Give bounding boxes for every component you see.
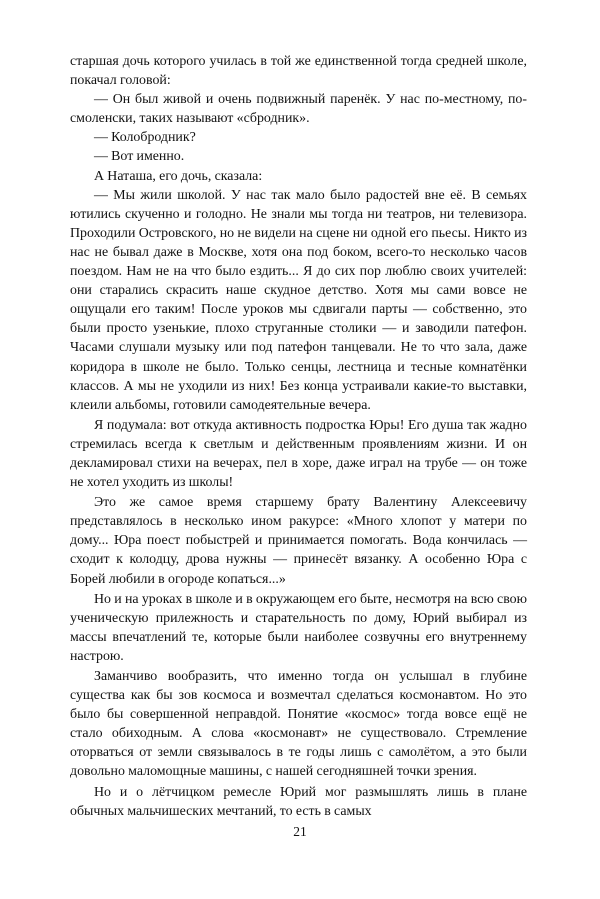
paragraph: Но и о лётчицком ремесле Юрий мог размышлять лишь в плане обычных мальчишеских мечтаний, то есть в самых (70, 784, 527, 819)
paragraph: Но и на уроках в школе и в окружающем его быте, несмотря на всю свою ученическую прилежность и старательность по дому, Юрий выбирал из массы впечатлений те, которые были наиболее созвучны его внутреннему настрою. (70, 591, 527, 664)
page-number: 21 (293, 824, 307, 839)
body-text (70, 52, 527, 821)
paragraph: Это же самое время старшему брату Валентину Алексеевичу представлялось в несколько ином ракурсе: «Много хлопот у матери по дому... Юра поест побыстрей и принимается помогать. Вода кончилась — сходит к колодцу, дрова нужны — принесёт вязанку. А особенно Юра с Борей любили в огороде копаться...» (70, 495, 527, 587)
paragraph: старшая дочь которого училась в той же единственной тогда средней школе, покачал головой: (70, 54, 527, 89)
paragraph: Я подумала: вот откуда активность подростка Юры! Его душа так жадно стремилась всегда к светлым и действенным проявлениям жизни. И он декламировал стихи на вечерах, пел в хоре, даже играл на трубе — он тоже не хотел уходить из школы! (70, 417, 527, 491)
paragraph: — Он был живой и очень подвижный паренёк. У нас по-местному, по-смоленски, таких называют «сбродник». (70, 92, 527, 127)
paragraph: — Вот именно. (94, 149, 185, 165)
paragraph: Заманчиво вообразить, что именно тогда он услышал в глубине существа как бы зов космоса и возмечтал сделаться космонавтом. Но это было бы совершенной неправдой. Понятие «космос» тогда вовсе ещё не стало обиходным. А слова «космонавт» не существовало. Стремление оторваться от земли связывалось в те годы лишь с самолётом, а это были довольно маломощные машины, с нашей сегодняшней точки зрения. (70, 669, 527, 780)
paragraph: — Мы жили школой. У нас так мало было радостей вне её. В семьях ютились скученно и голодно. Не знали мы тогда ни театров, ни телевизора. Проходили Островского, но не видели на сцене ни одной его пьесы. Никто из нас не бывал даже в Москве, хотя она под боком, всего-то несколько часов поездом. Нам не на что было ездить... Я до сих пор люблю своих учителей: они старались скрасить наше скудное детство. Хотя мы сами вовсе не ощущали его таким! После уроков мы сдвигали парты — собственно, это были просто узенькие, плохо струганные столики — и заводили патефон. Часами слушали музыку или под патефон танцевали. Не то что зала, даже коридора в школе не было. Только сенцы, лестница и тесные комнатёнки классов. А мы не уходили из них! Без конца устраивали какие-то выставки, клеили альбомы, готовили самодеятельные вечера. (70, 187, 527, 413)
paragraph: А Наташа, его дочь, сказала: (94, 168, 263, 184)
paragraph: — Колобродник? (94, 130, 196, 146)
